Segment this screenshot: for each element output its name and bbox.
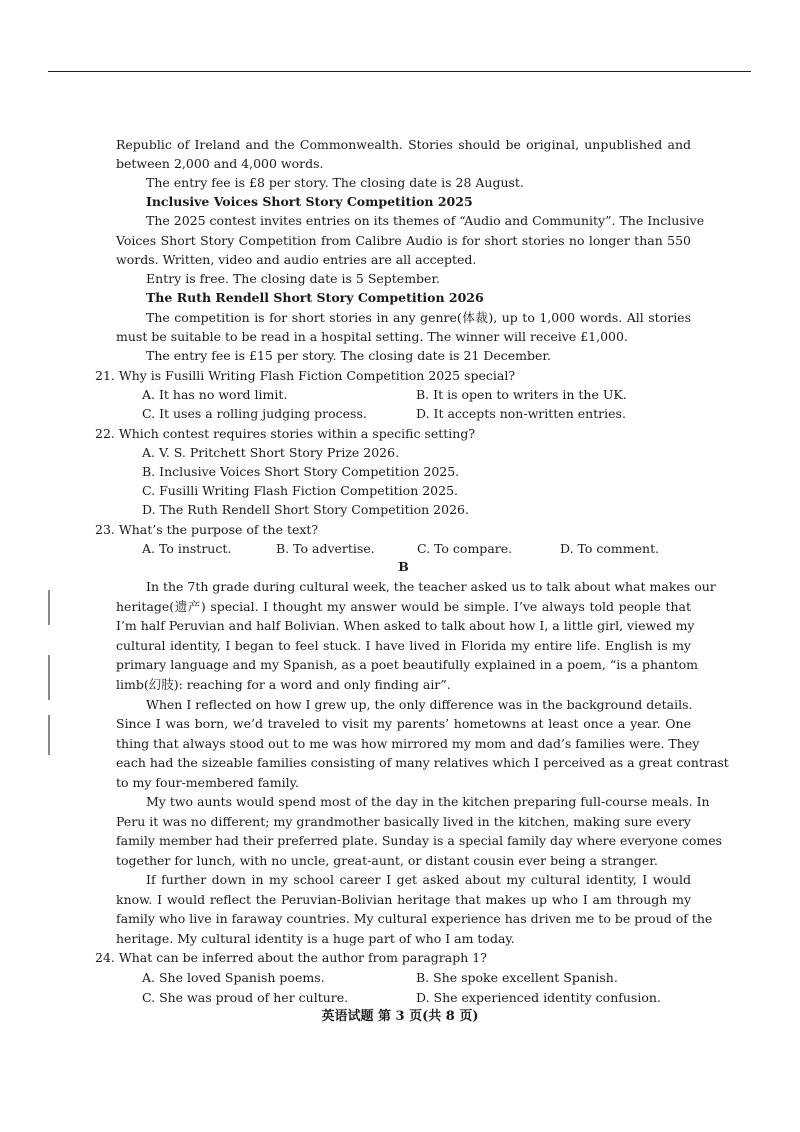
question-21: 21. Why is Fusilli Writing Flash Fiction Competition 2025 special?	[95, 368, 516, 383]
question-23-option-c[interactable]: C. To compare.	[417, 541, 513, 556]
passage-b-text: heritage. My cultural identity is a huge part of who I am today.	[116, 931, 515, 946]
passage-b-text: family member had their preferred plate. Sunday is a special family day where everyone comes	[116, 833, 723, 848]
passage-b-text: family who live in faraway countries. My cultural experience has driven me to be proud of the	[116, 911, 713, 926]
passage-b-text: thing that always stood out to me was how mirrored my mom and dad’s families were. They	[116, 736, 700, 751]
passage-b-text: My two aunts would spend most of the day in the kitchen preparing full-course meals. In	[146, 794, 710, 809]
question-23-option-d[interactable]: D. To comment.	[560, 541, 660, 556]
question-24-option-d[interactable]: D. She experienced identity confusion.	[416, 990, 661, 1005]
passage-a-text: words. Written, video and audio entries are all accepted.	[116, 252, 477, 267]
question-21-option-c[interactable]: C. It uses a rolling judging process.	[142, 406, 367, 421]
question-22-option-b[interactable]: B. Inclusive Voices Short Story Competition 2025.	[142, 464, 460, 479]
passage-b-text: limb(幻肢): reaching for a word and only finding air”.	[116, 677, 451, 692]
question-23-option-b[interactable]: B. To advertise.	[276, 541, 375, 556]
passage-b-text: When I reflected on how I grew up, the only difference was in the background details.	[146, 697, 693, 712]
scan-margin-mark	[48, 715, 50, 755]
passage-b-text: cultural identity, I began to feel stuck. I have lived in Florida my entire life. English is my	[116, 638, 691, 653]
competition-heading: Inclusive Voices Short Story Competition 2025	[146, 194, 473, 209]
header-rule	[48, 71, 751, 72]
passage-b-text: I’m half Peruvian and half Bolivian. When asked to talk about how I, a little girl, viewed my	[116, 618, 695, 633]
passage-b-text: heritage(遗产) special. I thought my answer would be simple. I’ve always told people that	[116, 599, 691, 614]
question-24-option-b[interactable]: B. She spoke excellent Spanish.	[416, 970, 618, 985]
passage-a-text: Voices Short Story Competition from Calibre Audio is for short stories no longer than 550	[116, 233, 691, 248]
question-24-option-a[interactable]: A. She loved Spanish poems.	[142, 970, 325, 985]
question-22-option-c[interactable]: C. Fusilli Writing Flash Fiction Competition 2025.	[142, 483, 458, 498]
passage-b-text: Peru it was no different; my grandmother basically lived in the kitchen, making sure every	[116, 814, 691, 829]
scan-margin-mark	[48, 590, 50, 625]
question-22: 22. Which contest requires stories within a specific setting?	[95, 426, 476, 441]
passage-b-text: know. I would reflect the Peruvian-Bolivian heritage that makes up who I am through my	[116, 892, 691, 907]
competition-heading: The Ruth Rendell Short Story Competition 2026	[146, 290, 484, 305]
passage-b-text: each had the sizeable families consisting of many relatives which I perceived as a great contrast	[116, 755, 729, 770]
question-24-option-c[interactable]: C. She was proud of her culture.	[142, 990, 349, 1005]
question-21-option-a[interactable]: A. It has no word limit.	[142, 387, 288, 402]
passage-b-text: If further down in my school career I get asked about my cultural identity, I would	[146, 872, 691, 887]
question-21-option-b[interactable]: B. It is open to writers in the UK.	[416, 387, 627, 402]
entry-fee-text: The entry fee is £15 per story. The closing date is 21 December.	[146, 348, 551, 363]
passage-b-text: to my four-membered family.	[116, 775, 299, 790]
question-24: 24. What can be inferred about the author from paragraph 1?	[95, 950, 487, 965]
passage-b-text: Since I was born, we’d traveled to visit my parents’ hometowns at least once a year. One	[116, 716, 691, 731]
page-footer: 英语试题 第 3 页(共 8 页)	[321, 1009, 479, 1024]
entry-fee-text: Entry is free. The closing date is 5 September.	[146, 271, 441, 286]
passage-a-text: The competition is for short stories in any genre(体裁), up to 1,000 words. All stories	[146, 310, 691, 325]
passage-b-text: In the 7th grade during cultural week, the teacher asked us to talk about what makes our	[146, 579, 716, 594]
entry-fee-text: The entry fee is £8 per story. The closing date is 28 August.	[146, 175, 524, 190]
passage-a-text: The 2025 contest invites entries on its themes of “Audio and Community”. The Inclusive	[146, 213, 705, 228]
passage-b-text: primary language and my Spanish, as a poet beautifully explained in a poem, “is a phantom	[116, 657, 698, 672]
passage-b-label: B	[398, 559, 409, 574]
passage-b-text: together for lunch, with no uncle, great-aunt, or distant cousin ever being a stranger.	[116, 853, 658, 868]
question-22-option-a[interactable]: A. V. S. Pritchett Short Story Prize 2026.	[142, 445, 400, 460]
passage-a-text: between 2,000 and 4,000 words.	[116, 156, 324, 171]
question-21-option-d[interactable]: D. It accepts non-written entries.	[416, 406, 626, 421]
passage-a-text: Republic of Ireland and the Commonwealth. Stories should be original, unpublished and	[116, 137, 691, 152]
question-23-option-a[interactable]: A. To instruct.	[142, 541, 232, 556]
scan-margin-mark	[48, 655, 50, 700]
question-22-option-d[interactable]: D. The Ruth Rendell Short Story Competition 2026.	[142, 502, 469, 517]
question-23: 23. What’s the purpose of the text?	[95, 522, 319, 537]
passage-a-text: must be suitable to be read in a hospital setting. The winner will receive £1,000.	[116, 329, 628, 344]
